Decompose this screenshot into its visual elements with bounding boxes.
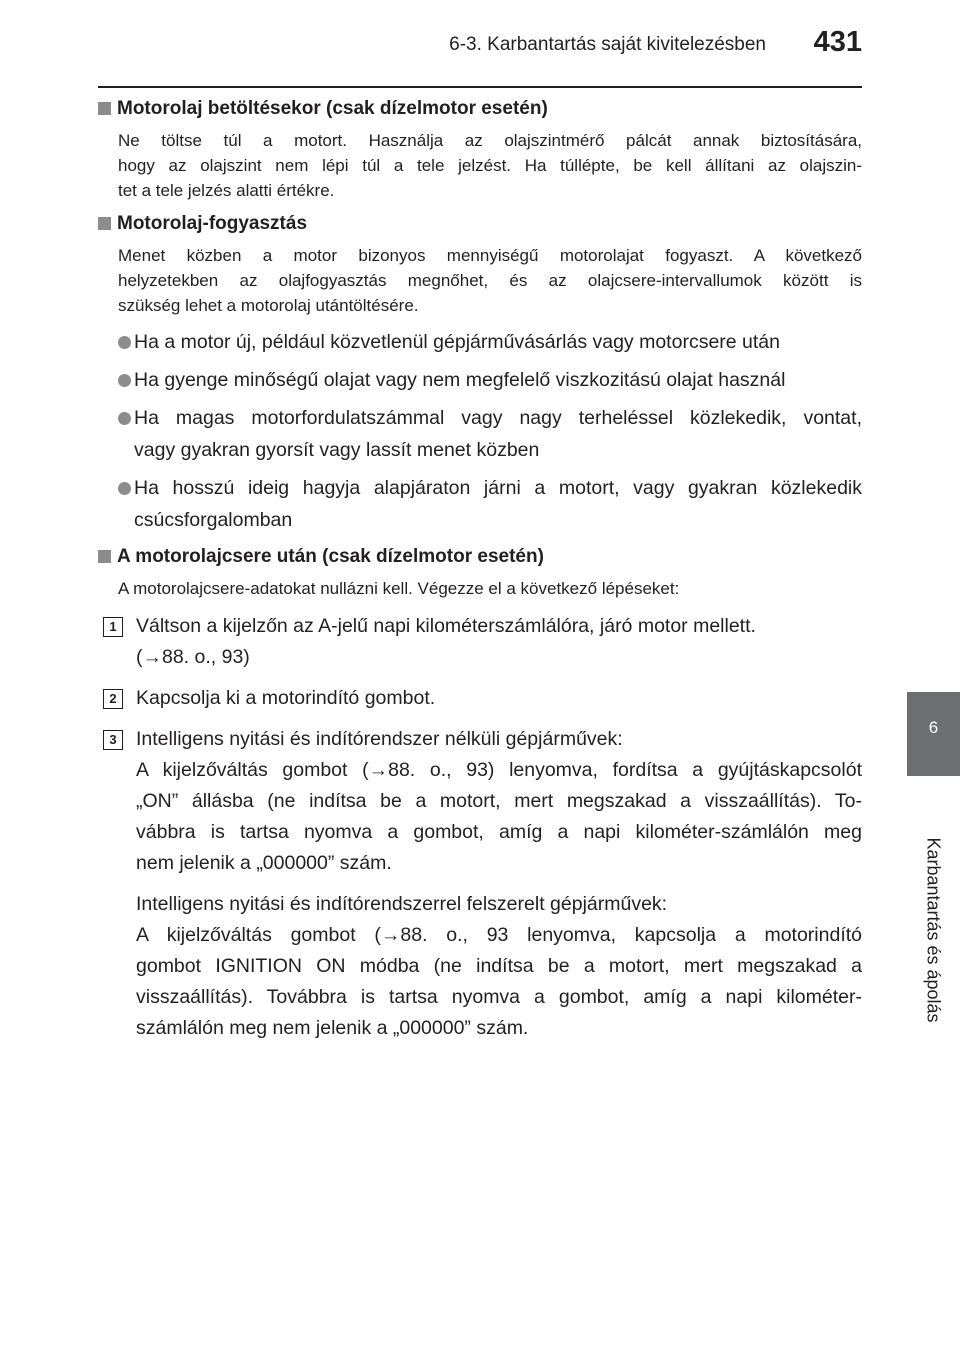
step-number: 1 bbox=[103, 617, 123, 637]
chapter-number: 6 bbox=[928, 718, 939, 737]
step-item: 1 Váltson a kijelzőn az A-jelű napi kilométerszámlálóra, járó motor mellett. (→88. o., 93) bbox=[136, 611, 862, 673]
square-bullet-icon bbox=[98, 102, 111, 115]
round-bullet-icon bbox=[118, 482, 131, 495]
chapter-label: Karbantartás és ápolás bbox=[923, 837, 944, 1023]
list-item: Ha gyenge minőségű olajat vagy nem megfelelő viszkozitású olajat használ bbox=[118, 364, 862, 396]
section-heading: A motorolajcsere után (csak dízelmotor esetén) bbox=[98, 544, 862, 570]
list-item: Ha magas motorfordulatszámmal vagy nagy terheléssel közlekedik, vontat, vagy gyakran gyorsít vagy lassít menet közben bbox=[118, 402, 862, 466]
paragraph: Ne töltse túl a motort. Használja az olajszintmérő pálcát annak biztosítására, hogy az olajszint nem lépi túl a tele jelzést. Ha túllépte, be kell állítani az olajszin- tet a tele jelzés alatti értékre. bbox=[118, 131, 862, 200]
chapter-tab bbox=[907, 692, 960, 776]
step-number: 3 bbox=[103, 730, 123, 750]
list-item: Ha a motor új, például közvetlenül gépjárművásárlás vagy motorcsere után bbox=[118, 326, 862, 358]
step-number: 2 bbox=[103, 689, 123, 709]
page-number: 431 bbox=[813, 26, 862, 58]
page-content bbox=[98, 96, 862, 1044]
section-heading: Motorolaj-fogyasztás bbox=[98, 211, 862, 237]
round-bullet-icon bbox=[118, 412, 131, 425]
paragraph: Menet közben a motor bizonyos mennyiségű motorolajat fogyaszt. A következő helyzetekben az olajfogyasztás megnőhet, és az olajcsere-intervallumok között is szükség lehet a motorolaj utántöltésére. bbox=[118, 246, 862, 315]
step-item: 2 Kapcsolja ki a motorindító gombot. bbox=[136, 683, 862, 714]
list-item: Ha hosszú ideig hagyja alapjáraton járni a motort, vagy gyakran közlekedik csúcsforgalomban bbox=[118, 472, 862, 536]
step-item: 3 Intelligens nyitási és indítórendszer nélküli gépjárművek: A kijelzőváltás gombot (→88. o., 93) lenyomva, fordítsa a gyújtáskapcsolót „ON” állásba (ne indítsa be a motort, mert megszakad a visszaállítás). To- vábbra is tartsa nyomva a gombot, amíg a napi kilométer-számlálón meg nem jelenik a „000000” szám. Intelligens nyitási és indítórendszerrel felszerelt gépjárművek: A kijelzőváltás gombot (→88. o., 93 lenyomva, kapcsolja a motorindító gombot IGNITION ON módba (ne indítsa be a motort, mert megszakad a visszaállítás). Továbbra is tartsa nyomva a gombot, amíg a napi kilométer- számlálón meg nem jelenik a „000000” szám. bbox=[136, 724, 862, 1044]
square-bullet-icon bbox=[98, 217, 111, 230]
paragraph: A motorolajcsere-adatokat nullázni kell. Végezze el a következő lépéseket: bbox=[118, 579, 680, 598]
round-bullet-icon bbox=[118, 374, 131, 387]
square-bullet-icon bbox=[98, 550, 111, 563]
step-paragraph: Intelligens nyitási és indítórendszerrel felszerelt gépjárművek: A kijelzőváltás gombot (→88. o., 93 lenyomva, kapcsolja a motorindító gombot IGNITION ON módba (ne indítsa be a motort, mert megszakad a visszaállítás). Továbbra is tartsa nyomva a gombot, amíg a napi kilométer- számlálón meg nem jelenik a „000000” szám. bbox=[136, 893, 862, 1039]
section-title: 6-3. Karbantartás saját kivitelezésben bbox=[449, 34, 766, 55]
section-heading: Motorolaj betöltésekor (csak dízelmotor esetén) bbox=[98, 96, 862, 122]
page-header bbox=[98, 26, 862, 62]
round-bullet-icon bbox=[118, 336, 131, 349]
header-divider bbox=[98, 86, 862, 88]
